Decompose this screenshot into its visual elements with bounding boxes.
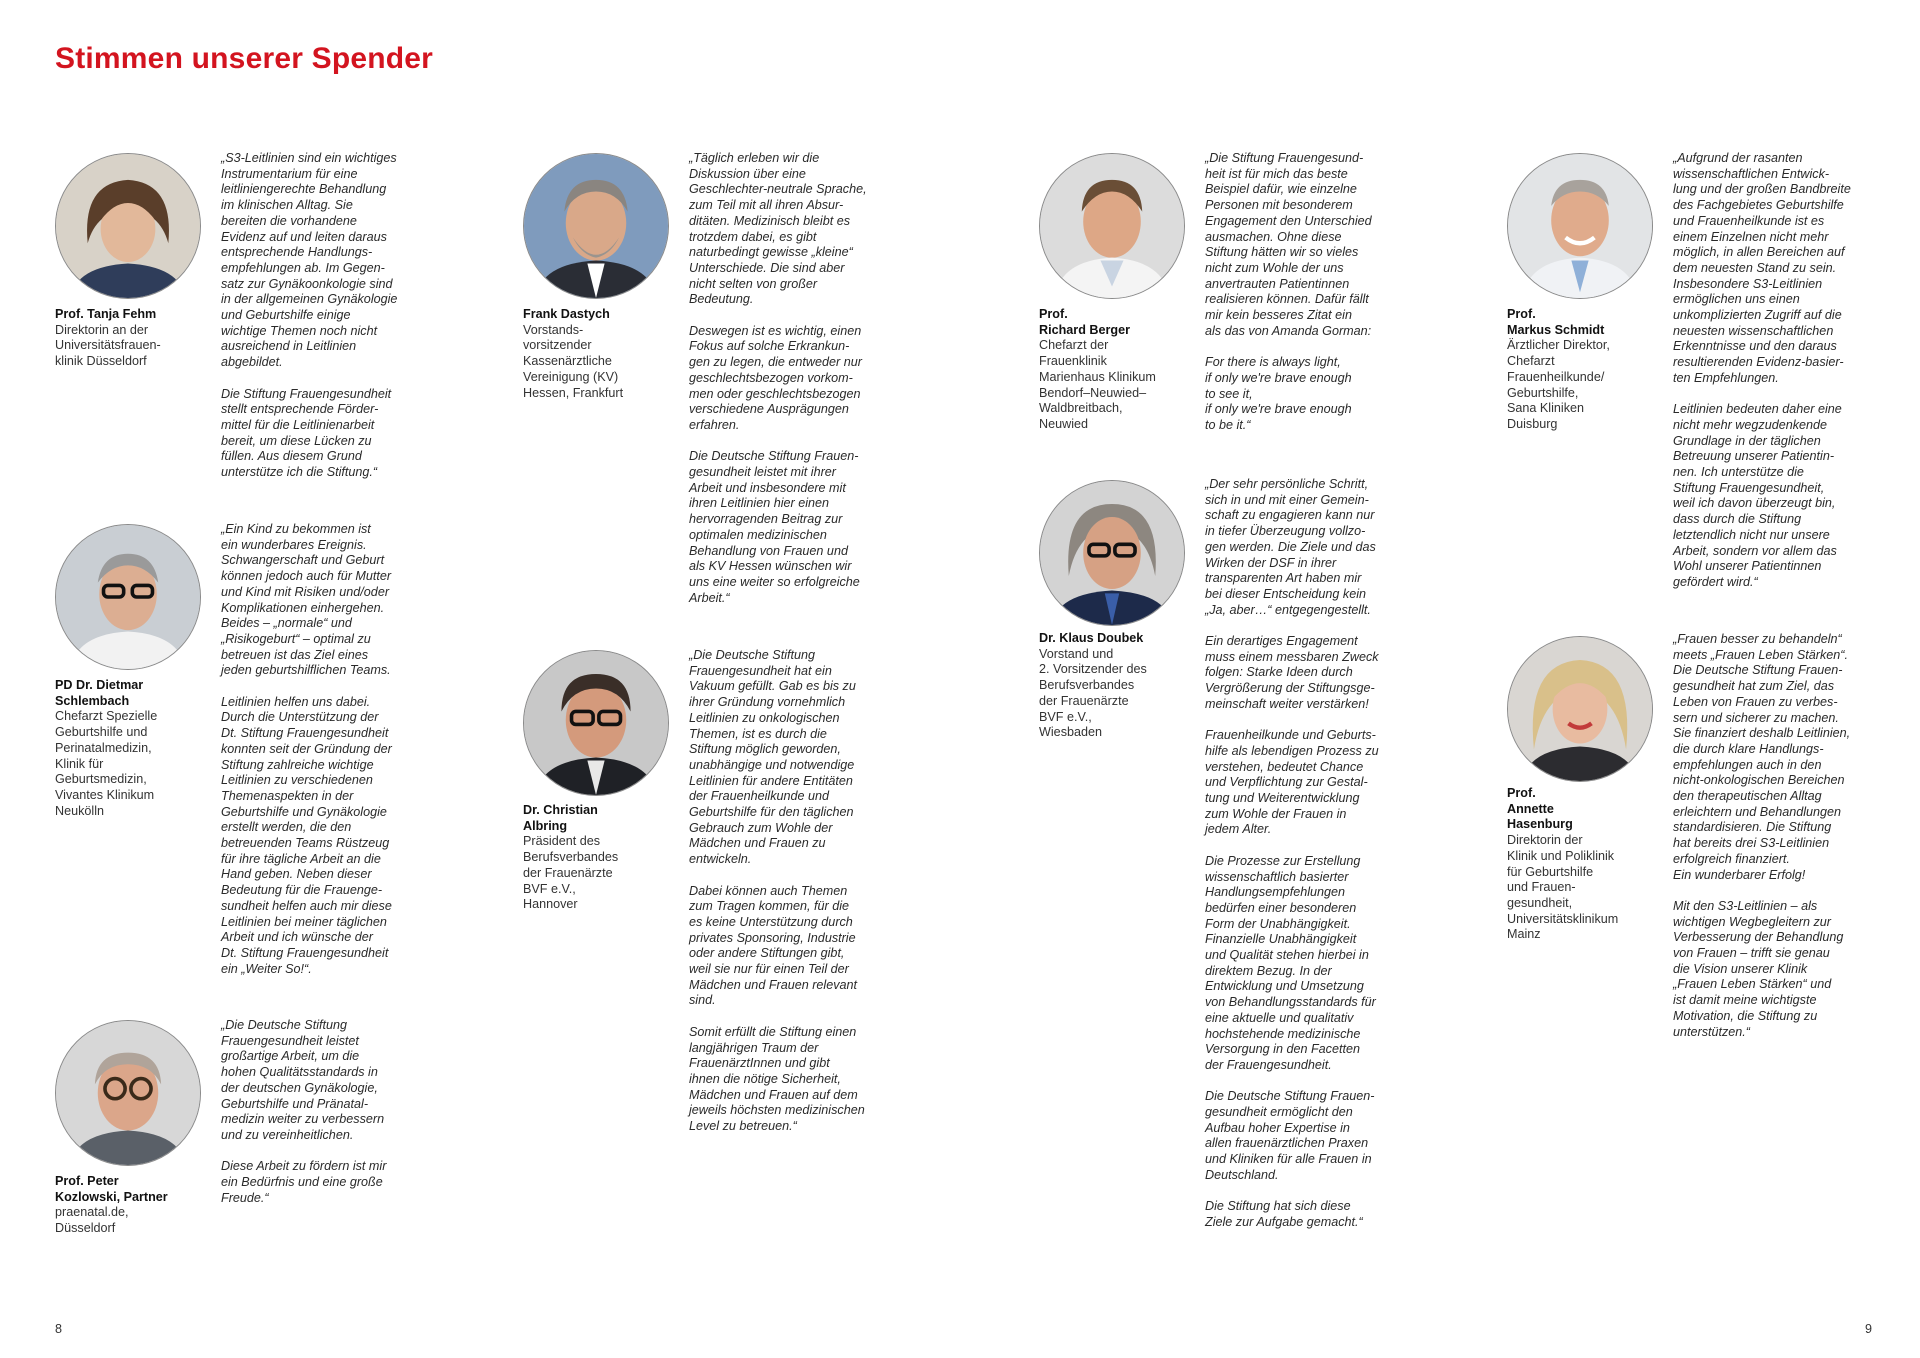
quote-text: „Täglich erleben wir die Diskussion über eine Geschlechter-neutrale Sprache, zum Teil mit all ihren Absur- ditäten. Medizinisch bleibt es trotzdem dabei, es gibt naturbedingt gewisse „kleine“ Unterschiede. Die sind aber nicht selten von großer Bedeutung. Deswegen ist es wichtig, einen Fokus auf solche Erkrankun- gen zu legen, die entweder nur geschlechtsbezogen vorkom- men oder geschlechtsbezogen verschiedene Ausprägungen erfahren. Die Deutsche Stiftung Frauen- gesundheit leistet mit ihrer Arbeit und insbesondere mit ihren Leitlinien hier einen hervorragenden Beitrag zur optimalen medizinischen Behandlung von Frauen und als KV Hessen wünschen wir uns eine weiter so erfolgreiche Arbeit.“ — [689, 151, 867, 605]
page-number-right: 9 — [1865, 1322, 1873, 1336]
portrait-photo — [523, 650, 669, 796]
quote-text: „Der sehr persönliche Schritt, sich in und mit einer Gemein- schaft zu engagieren kann nur in tiefer Überzeugung vollzo- gen werden. Die Ziele und das Wirken der DSF in ihrer transparenten Art haben mir bei dieser Entscheidung kein „Ja, aber…“ entgegengestellt. Ein derartiges Engagement muss einem messbaren Zweck folgen: Starke Ideen durch Vergrößerung der Stiftungsge- meinschaft weiter verstärken! Frauenheilkunde und Geburts- hilfe als lebendigen Prozess zu verstehen, bedeutet Chance und Verpflichtung zur Gestal- tung und Weiterentwicklung zum Wohle der Frauen in jedem Alter. Die Prozesse zur Erstellung wissenschaftlich basierter Handlungsempfehlungen bedürfen einer besonderen Form der Unabhängigkeit. Finanzielle Unabhängigkeit und Qualität stehen hierbei in direktem Bezug. In der Entwicklung und Umsetzung von Behandlungsstandards für eine aktuelle und qualitativ hochstehende medizinische Versorgung in den Facetten der Frauengesundheit. Die Deutsche Stiftung Frauen- gesundheit ermöglicht den Aufbau hoher Expertise in allen frauenärztlichen Praxen und Kliniken für alle Frauen in Deutschland. Die Stiftung hat sich diese Ziele zur Aufgabe gemacht.“ — [1205, 477, 1379, 1229]
portrait-photo-icon — [56, 1021, 200, 1165]
person-name: Dr. Klaus Doubek — [1039, 631, 1144, 645]
person-name: Prof. Tanja Fehm — [55, 307, 157, 321]
quote-text: „Ein Kind zu bekommen ist ein wunderbares Ereignis. Schwangerschaft und Geburt können jedoch auch für Mutter und Kind mit Risiken und/oder Komplikationen einhergehen. Beides – „normale“ und „Risikogeburt“ – optimal zu betreuen ist das Ziel eines jeden geburtshilflichen Teams. Leitlinien helfen uns dabei. Durch die Unterstützung der Dt. Stiftung Frauengesundheit konnten seit der Gründung der Stiftung zahlreiche wichtige Leitlinien zu verschiedenen Themenaspekten in der Geburtshilfe und Gynäkologie erstellt werden, die den betreuenden Teams Rüstzeug für ihre tägliche Arbeit an die Hand geben. Neben dieser Bedeutung für die Frauenge- sundheit helfen auch mir diese Leitlinien bei meiner täglichen Arbeit und ich wünsche der Dt. Stiftung Frauengesundheit ein „Weiter So!“. — [221, 522, 392, 976]
portrait-photo-icon — [1040, 481, 1184, 625]
quote-text: „Die Deutsche Stiftung Frauengesundheit hat ein Vakuum gefüllt. Gab es bis zu ihrer Gründung vornehmlich Leitlinien zu onkologischen Themen, ist es durch die Stiftung möglich geworden, unabhängige und notwendige Leitlinien für andere Entitäten der Frauenheilkunde und Geburtshilfe für den täglichen Gebrauch zum Wohle der Mädchen und Frauen zu entwickeln. Dabei können auch Themen zum Tragen kommen, für die es keine Unterstützung durch privates Sponsoring, Industrie oder andere Stiftungen gibt, weil sie nur für einen Teil der Mädchen und Frauen relevant sind. Somit erfüllt die Stiftung einen langjährigen Traum der FrauenärztInnen und gibt ihnen die nötige Sicherheit, Mädchen und Frauen auf dem jeweils höchsten medizinischen Level zu betreuen.“ — [689, 648, 865, 1134]
quote-text: „Frauen besser zu behandeln“ meets „Frauen Leben Stärken“. Die Deutsche Stiftung Frauen- gesundheit hat zum Ziel, das Leben von Frauen zu verbes- sern und sicherer zu machen. Sie finanziert deshalb Leitlinien, die durch klare Handlungs- empfehlungen auch in den nicht-onkologischen Bereichen den therapeutischen Alltag erleichtern und Behandlungen standardisieren. Die Stiftung hat bereits drei S3-Leitlinien erfolgreich finanziert. Ein wunderbarer Erfolg! Mit den S3-Leitlinien – als wichtigen Wegbegleitern zur Verbesserung der Behandlung von Frauen – trifft sie genau die Vision unserer Klinik „Frauen Leben Stärken“ und ist damit meine wichtigste Motivation, die Stiftung zu unterstützen.“ — [1673, 632, 1851, 1039]
portrait-photo-icon — [524, 154, 668, 298]
portrait-photo — [1039, 153, 1185, 299]
person-name: Prof. Annette Hasenburg — [1507, 786, 1573, 832]
portrait-photo — [1507, 636, 1653, 782]
person-role: Ärztlicher Direktor, Chefarzt Frauenheilkunde/ Geburtshilfe, Sana Kliniken Duisburg — [1507, 338, 1610, 431]
person-role: praenatal.de, Düsseldorf — [55, 1205, 129, 1236]
portrait-photo-icon — [524, 651, 668, 795]
person-role: Vorstands- vorsitzender Kassenärztliche Vereinigung (KV) Hessen, Frankfurt — [523, 322, 624, 400]
person-name: Prof. Richard Berger — [1039, 307, 1130, 337]
person-name: Prof. Markus Schmidt — [1507, 307, 1605, 337]
person-name: Frank Dastych — [523, 307, 610, 321]
person-name: Prof. Peter Kozlowski, Partner — [55, 1174, 168, 1204]
person-role: Chefarzt der Frauenklinik Marienhaus Klinikum Bendorf–Neuwied– Waldbreitbach, Neuwied — [1039, 338, 1156, 431]
portrait-photo — [1039, 480, 1185, 626]
portrait-photo-icon — [1508, 637, 1652, 781]
portrait-photo-icon — [1040, 154, 1184, 298]
portrait-photo-icon — [56, 154, 200, 298]
quote-text: „Die Deutsche Stiftung Frauengesundheit leistet großartige Arbeit, um die hohen Qualitätsstandards in der deutschen Gynäkologie, Geburtshilfe und Pränatal- medizin weiter zu verbessern und zu vereinheitlichen. Diese Arbeit zu fördern ist mir ein Bedürfnis und eine große Freude.“ — [221, 1018, 387, 1205]
portrait-photo — [55, 153, 201, 299]
person-name: Dr. Christian Albring — [523, 803, 598, 833]
person-role: Präsident des Berufsverbandes der Frauenärzte BVF e.V., Hannover — [523, 834, 619, 912]
portrait-photo — [55, 524, 201, 670]
portrait-photo — [55, 1020, 201, 1166]
person-role: Direktorin der Klinik und Poliklinik für Geburtshilfe und Frauen- gesundheit, Universitätsklinikum Mainz — [1507, 833, 1619, 942]
page-title: Stimmen unserer Spender — [55, 42, 434, 75]
portrait-photo — [1507, 153, 1653, 299]
person-name: PD Dr. Dietmar Schlembach — [55, 678, 144, 708]
person-role: Direktorin an der Universitätsfrauen- klinik Düsseldorf — [55, 322, 161, 369]
quote-text: „S3-Leitlinien sind ein wichtiges Instrumentarium für eine leitliniengerechte Behandlung im klinischen Alltag. Sie bereiten die vorhandene Evidenz auf und leiten daraus entsprechende Handlungs- empfehlungen ab. Im Gegen- satz zur Gynäkoonkologie sind in der allgemeinen Gynäkologie und Geburtshilfe einige wichtige Themen noch nicht ausreichend in Leitlinien abgebildet. Die Stiftung Frauengesundheit stellt entsprechende Förder- mittel für die Leitlinienarbeit bereit, um diese Lücken zu füllen. Aus diesem Grund unterstütze ich die Stiftung.“ — [221, 151, 398, 480]
person-role: Chefarzt Spezielle Geburtshilfe und Perinatalmedizin, Klinik für Geburtsmedizin, Vivantes Klinikum Neukölln — [55, 709, 158, 818]
quote-text: „Aufgrund der rasanten wissenschaftlichen Entwick- lung und der großen Bandbreite des Fachgebietes Geburtshilfe und Frauenheilkunde ist es einem Einzelnen nicht mehr möglich, in allen Bereichen auf dem neuesten Stand zu sein. Insbesondere S3-Leitlinien ermöglichen uns einen unkomplizierten Zugriff auf die neuesten wissenschaftlichen Erkenntnisse und den daraus resultierenden Evidenz-basier- ten Empfehlungen. Leitlinien bedeuten daher eine nicht mehr wegzudenkende Grundlage in der täglichen Betreuung unserer Patientin- nen. Ich unterstütze die Stiftung Frauengesundheit, weil ich davon überzeugt bin, dass durch die Stiftung letztendlich nicht nur unsere Arbeit, sondern vor allem das Wohl unserer Patientinnen gefördert wird.“ — [1673, 151, 1851, 589]
portrait-photo-icon — [56, 525, 200, 669]
portrait-photo — [523, 153, 669, 299]
person-role: Vorstand und 2. Vorsitzender des Berufsverbandes der Frauenärzte BVF e.V., Wiesbaden — [1039, 646, 1147, 740]
quote-text: „Die Stiftung Frauengesund- heit ist für mich das beste Beispiel dafür, wie einzelne Personen mit besonderem Engagement den Unterschied ausmachen. Ohne diese Stiftung hätten wir so vieles nicht zum Wohle der uns anvertrauten Patientinnen realisieren können. Dafür fällt mir kein besseres Zitat ein als das von Amanda Gorman: For there is always light, if only we're brave enough to see it, if only we're brave enough to be it.“ — [1205, 151, 1372, 432]
page-number-left: 8 — [55, 1322, 63, 1336]
portrait-photo-icon — [1508, 154, 1652, 298]
